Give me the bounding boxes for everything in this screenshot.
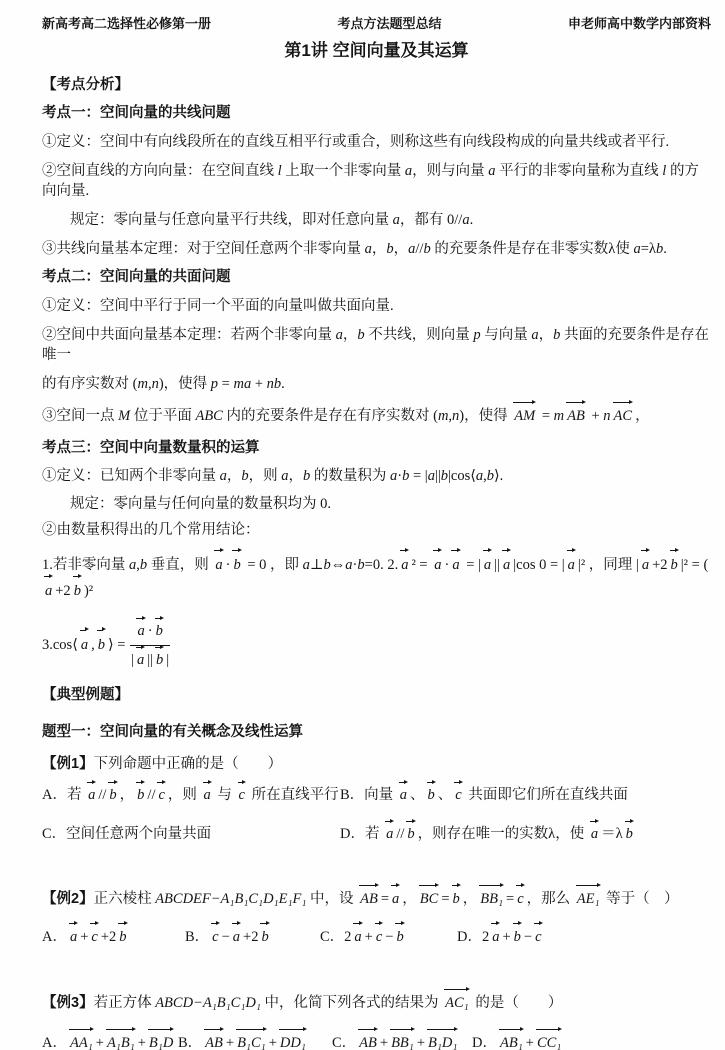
kp1-line-definition: ①定义：空间中有向线段所在的直线互相平行或重合，则称这些有向线段构成的向量共线或者平行.: [42, 134, 670, 150]
cos-fraction: [130, 618, 169, 671]
example3-option-c: C． AB + BB₁ + B₁D₁: [332, 1031, 472, 1050]
kp3-line-rule: 规定：零向量与任何向量的数量积均为 0.: [70, 496, 331, 512]
example3-option-a: A． AA₁ + A₁B₁ + B₁D: [42, 1031, 178, 1050]
examples-heading: 【典型例题】: [42, 687, 129, 703]
kp2-line-definition: ①定义：空间中平行于同一个平面的向量叫做共面向量.: [42, 298, 394, 314]
example2-option-c: C．2 a + c − b: [320, 925, 457, 949]
example2-stem: [42, 887, 711, 911]
cos-fraction-denominator: | a || b |: [130, 646, 169, 671]
kp1-line-rule: 规定：零向量与任意向量平行共线，即对任意向量 a，都有 0//a.: [70, 212, 474, 228]
example1-option-c: C．空间任意两个向量共面: [42, 826, 212, 842]
kp1-line-direction-vector: ②空间直线的方向向量：在空间直线 l 上取一个非零向量 a，则与向量 a 平行的非零向量称为直线 l 的方向向量.: [42, 163, 699, 199]
example1-option-d: D．若 a // b ，则存在唯一的实数λ，使 a ＝λ b: [340, 823, 636, 845]
example2-option-b: B． c − a +2 b: [185, 925, 320, 949]
example1-options-row-1: [42, 784, 711, 806]
page-title: 第1讲 空间向量及其运算: [284, 41, 469, 60]
kp3-heading: 考点三：空间中向量数量积的运算: [42, 440, 260, 456]
kp2-heading: 考点二：空间向量的共面问题: [42, 269, 231, 285]
kp2-line-theorem-2: 的有序实数对 (m,n)，使得 p = ma + nb.: [42, 376, 285, 392]
example2-options-row: [42, 925, 711, 949]
kp2-line-theorem-1: ②空间中共面向量基本定理：若两个非零向量 a，b 不共线，则向量 p 与向量 a，b 共面的充要条件是存在唯一: [42, 327, 709, 363]
cos-fraction-numerator: a · b: [130, 618, 169, 646]
example1-stem: [42, 754, 711, 775]
header-left-text: 新高考高二选择性必修第一册: [42, 16, 212, 31]
example2-label: 【例2】: [42, 891, 94, 907]
kp1-line-theorem: ③共线向量基本定理：对于空间任意两个非零向量 a，b，a//b 的充要条件是存在非零实数λ使 a=λb.: [42, 241, 667, 257]
analysis-heading: 【考点分析】: [42, 77, 129, 93]
example1-label: 【例1】: [42, 756, 94, 772]
header-center-text: 考点方法题型总结: [337, 16, 442, 31]
example3-label: 【例3】: [42, 995, 94, 1011]
conclusion-1-2: 1.若非零向量 a,b 垂直，则 a · b = 0 ，即 a⊥b⇔a·b=0. 2. a ² = a · a = | a || a |cos 0 = | a |² ，同理 | a +2 b |² = (a +2 b )²: [42, 552, 711, 604]
type1-heading: 题型一：空间向量的有关概念及线性运算: [42, 724, 303, 740]
example3-option-b: B． AB + B₁C₁ + DD₁: [178, 1031, 332, 1050]
kp1-heading: 考点一：空间向量的共线问题: [42, 105, 231, 121]
example3-options-row: [42, 1031, 711, 1050]
example1-stem-text: 下列命题中正确的是（ ）: [93, 756, 283, 772]
example1-options-row-2: [42, 823, 711, 845]
example3-stem-text: 若正方体 ABCD−A₁B₁C₁D₁ 中，化简下列各式的结果为 AC₁ 的是（ ）: [94, 995, 563, 1011]
example1-option-a: A．若 a // b ， b // c ，则 a 与 c 所在直线平行: [42, 784, 340, 806]
example2-option-a: A． a + c +2 b: [42, 925, 185, 949]
example3-option-d: D． AB₁ + CC₁: [472, 1031, 564, 1050]
example2-option-d: D．2 a + b − c: [457, 925, 545, 949]
kp2-line-point-plane: ③空间一点 M 位于平面 ABC 内的充要条件是存在有序实数对 (m,n)，使得 AM = m AB + n AC ，: [42, 404, 711, 428]
kp3-line-definition: ①定义：已知两个非零向量 a，b，则 a，b 的数量积为 a·b = |a||b|cos⟨a,b⟩.: [42, 468, 504, 484]
page-header: [42, 15, 711, 33]
kp3-line-conclusions-intro: ②由数量积得出的几个常用结论：: [42, 522, 260, 538]
example1-option-b: B．向量 a 、 b 、 c 共面即它们所在直线共面: [340, 784, 628, 806]
conclusion-3-prefix: 3.cos⟨ a , b ⟩ =: [42, 632, 125, 658]
header-right-text: 申老师高中数学内部资料: [567, 16, 711, 31]
conclusion-3: [42, 618, 711, 671]
example3-stem: [42, 991, 711, 1015]
example2-stem-text: 正六棱柱 ABCDEF−A₁B₁C₁D₁E₁F₁ 中，设 AB = a ， BC = b ， BB₁ = c ，那么 AE₁ 等于（ ）: [94, 891, 679, 907]
